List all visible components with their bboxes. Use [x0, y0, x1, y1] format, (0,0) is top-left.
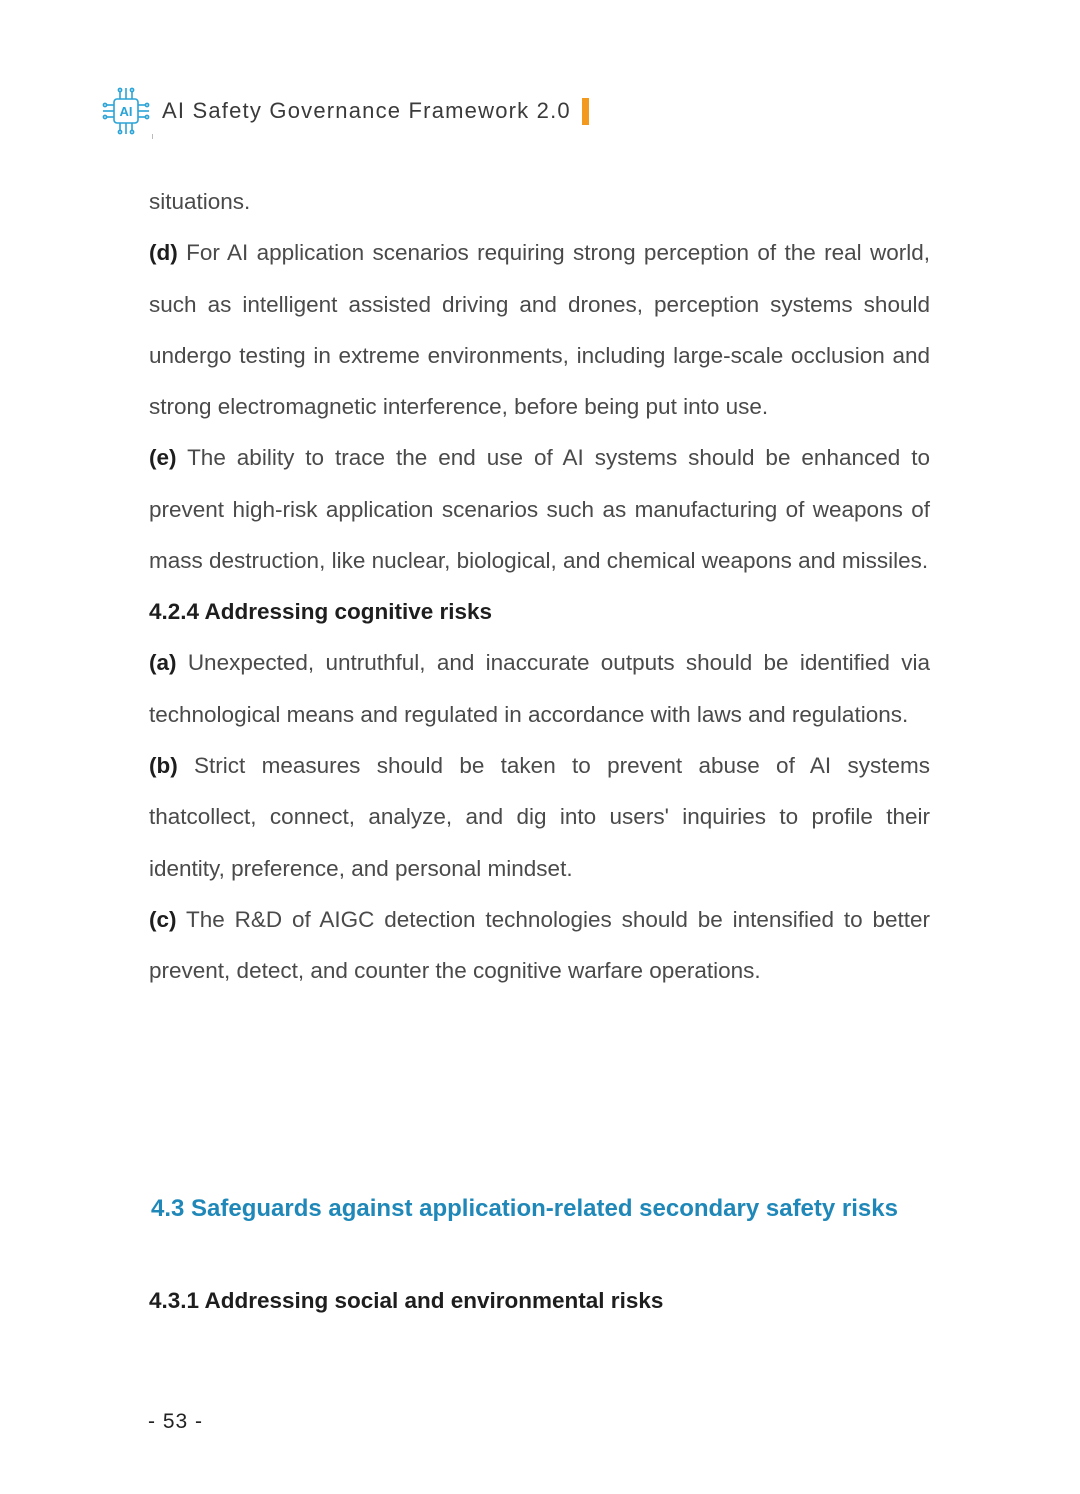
item-text-e: The ability to trace the end use of AI systems should be enhanced to prevent high-risk application scenarios such as manufacturing of weapons of mass destruction, like nuclear, biological, and chemical weapons and missiles.: [149, 445, 930, 574]
item-text-b: Strict measures should be taken to prevent abuse of AI systems thatcollect, connect, analyze, and dig into users' inquiries to profile their identity, preference, and personal mindset.: [149, 752, 930, 881]
header-tick-mark: [152, 134, 153, 139]
item-text-a: Unexpected, untruthful, and inaccurate outputs should be identified via technological means and regulated in accordance with laws and regulations.: [149, 650, 930, 727]
page-number: - 53 -: [148, 1410, 204, 1433]
page-header: [100, 84, 589, 138]
item-label-d: (d): [149, 240, 178, 266]
paragraph-a: [149, 637, 930, 740]
item-text-d: For AI application scenarios requiring strong perception of the real world, such as intelligent assisted driving and drones, perception systems should undergo testing in extreme environments, including large-scale occlusion and strong electromagnetic interference, before being put into use.: [149, 240, 930, 420]
page-body: [149, 176, 930, 996]
heading-4-3: 4.3 Safeguards against application-related secondary safety risks: [151, 1195, 898, 1222]
svg-text:AI: AI: [119, 104, 133, 119]
heading-4-2-4: 4.2.4 Addressing cognitive risks: [149, 599, 493, 625]
paragraph-continuation: situations.: [149, 189, 251, 214]
paragraph-d: [149, 227, 930, 432]
header-accent-bar: [582, 98, 589, 125]
item-label-e: (e): [149, 445, 177, 471]
ai-chip-logo-icon: [100, 85, 152, 137]
heading-4-3-1: 4.3.1 Addressing social and environmental risks: [149, 1288, 664, 1313]
paragraph-b: [149, 740, 930, 894]
item-label-a: (a): [149, 650, 177, 676]
item-text-c: The R&D of AIGC detection technologies should be intensified to better prevent, detect, and counter the cognitive warfare operations.: [149, 906, 930, 984]
paragraph-c: [149, 894, 930, 997]
document-title: AI Safety Governance Framework 2.0: [162, 98, 571, 123]
paragraph-e: [149, 432, 930, 586]
item-label-c: (c): [149, 906, 177, 932]
item-label-b: (b): [149, 752, 178, 778]
